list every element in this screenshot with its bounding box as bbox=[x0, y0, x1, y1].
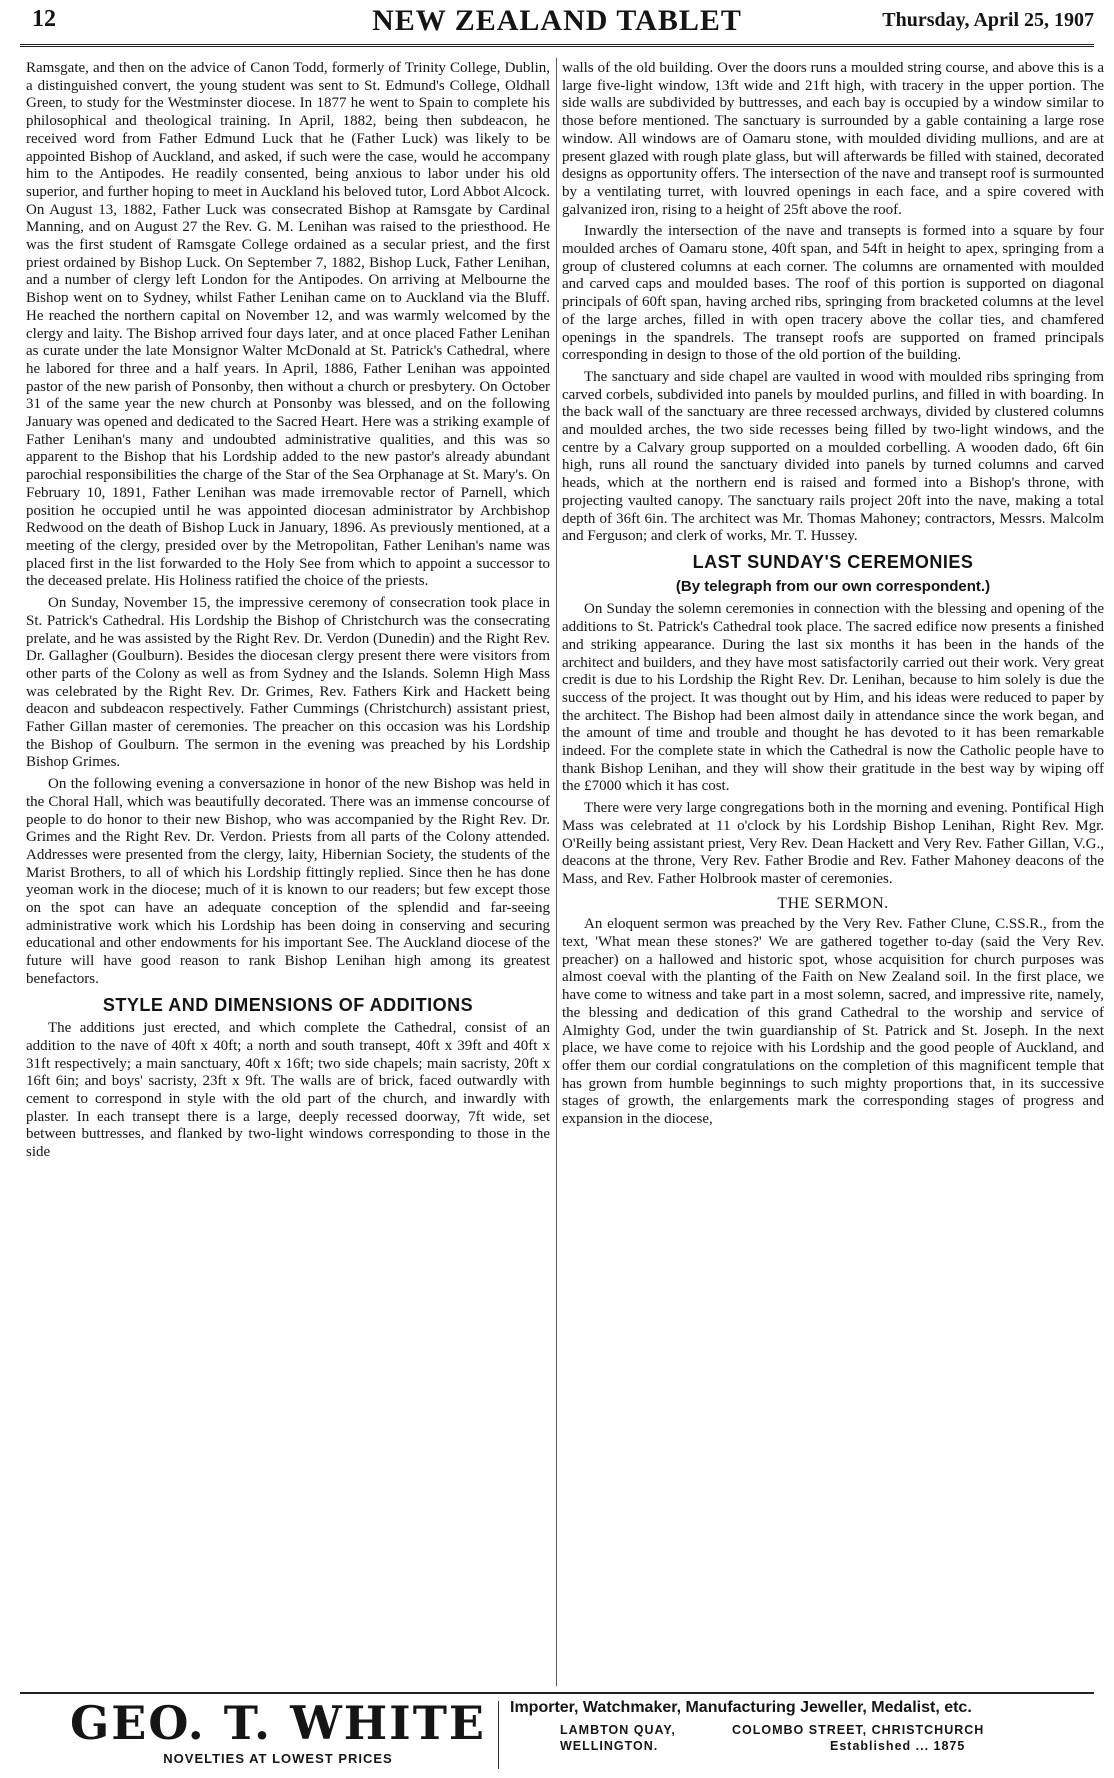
advertiser-tagline: NOVELTIES AT LOWEST PRICES bbox=[163, 1751, 393, 1766]
article-paragraph: There were very large congregations both in the morning and evening. Pontifical High Mass was celebrated at 11 o'clock by his Lordship Bishop Lenihan, Right Rev. Mgr. O'Reilly being assistant priest, Very Rev. Dean Hackett and Very Rev. Father Gillan, V.G., deacons at the throne, Very Rev. Father Brodie and Rev. Father Mahoney deacons of the Mass, and Rev. Father Holbrook master of ceremonies. bbox=[562, 800, 1104, 887]
advertisement bbox=[20, 1697, 1094, 1773]
section-heading-additions: STYLE AND DIMENSIONS OF ADDITIONS bbox=[102, 994, 474, 1015]
address-wellington-city: WELLINGTON. bbox=[560, 1739, 659, 1753]
article-paragraph: The sanctuary and side chapel are vaulted in wood with moulded ribs springing from carved corbels, subdivided into panels by moulded purlins, and filled in with boarding. In the back wall of the sanctuary are three recessed archways, divided by clustered columns and moulded arches, the two side recesses being filled by two-light windows, and the centre by a Calvary group supported on a moulded corbelling. A wooden dado, 6ft 6in high, runs all round the sanctuary divided into panels by turned columns and carved heads, which at the northern end is raised and formed into a Bishop's throne, with projecting vaulted canopy. The sanctuary rails project 20ft into the nave, making a total depth of 36ft 6in. The architect was Mr. Thomas Mahoney; contractors, Messrs. Malcolm and Ferguson; and clerk of works, Mr. T. Hussey. bbox=[562, 368, 1104, 545]
section-heading-sermon: THE SERMON. bbox=[777, 894, 889, 912]
masthead-rule bbox=[20, 44, 1094, 47]
masthead bbox=[10, 4, 1104, 48]
address-christchurch: COLOMBO STREET, CHRISTCHURCH bbox=[732, 1723, 985, 1737]
advertiser-trades: Importer, Watchmaker, Manufacturing Jeweller, Medalist, etc. bbox=[510, 1699, 972, 1716]
article-paragraph: Ramsgate, and then on the advice of Canon Todd, formerly of Trinity College, Dublin, a distinguished convert, the young student was sent to St. Edmund's College, Oldhall Green, to study for the Westminster diocese. In 1877 he went to Spain to complete his philosophical and theological training. In April, 1882, being then subdeacon, he received word from Father Edmund Luck that he (Father Luck) was likely to be appointed Bishop of Auckland, and asked, if such were the case, would he accompany him to the Antipodes. He readily consented, being anxious to labor under his old superior, and further hoping to meet in Auckland his beloved tutor, Lord Abbot Alcock. On August 13, 1882, Father Luck was consecrated Bishop at Ramsgate by Cardinal Manning, and on August 27 the Rev. G. M. Lenihan was raised to the priesthood. He was the first student of Ramsgate College ordained as a secular priest, and the first priest ordained by Bishop Luck. On September 7, 1882, Bishop Luck, Father Lenihan, and a number of clergy left London for the Antipodes. On arriving at Melbourne the Bishop went on to Sydney, whilst Father Lenihan came on to Auckland via the Bluff. He reached the northern capital on November 12, and was warmly welcomed by the clergy and laity. The Bishop arrived four days later, and at once placed Father Lenihan as curate under the late Monsignor Walter McDonald at St. Patrick's Cathedral, where he labored for three and a half years. In April, 1886, Father Lenihan was appointed pastor of the new parish of Ponsonby, then without a church or presbytery. On October 31 of the same year the new church at Ponsonby was blessed, and on the following January was opened and dedicated to the Sacred Heart. Here was a striking example of Father Lenihan's many and undoubted administrative qualities, and this was so apparent to the Bishop that his Lordship added to the new pastor's already abundant parochial responsibilities the charge of the Star of the Sea Orphanage at St. Mary's. On February 10, 1891, Father Lenihan was made irremovable rector of Parnell, which position he occupied until he was appointed diocesan administrator by Archbishop Redwood on the death of Bishop Luck in January, 1896. As previously mentioned, at a meeting of the clergy, presided over by the Metropolitan, Father Lenihan's name was placed first in the list forwarded to the Holy See from which to appoint a successor to the deceased prelate. His Holiness ratified the choice of the priests. bbox=[26, 60, 550, 590]
article-paragraph: On Sunday, November 15, the impressive ceremony of consecration took place in St. Patrick's Cathedral. His Lordship the Bishop of Christchurch was the consecrating prelate, and he was assisted by the Right Rev. Dr. Verdon (Dunedin) and the Right Rev. Dr. Gallagher (Goulburn). Besides the diocesan clergy present there were visitors from other parts of the Colony as well as from Sydney and the Islands. Solemn High Mass was celebrated by the Right Rev. Dr. Grimes, Rev. Fathers Kirk and Hackett being deacon and subdeacon respectively. Father Cummings (Christchurch) assistant priest, Father Gillan master of ceremonies. The preacher on this occasion was his Lordship the Bishop of Goulburn. The sermon in the evening was preached by his Lordship Bishop Grimes. bbox=[26, 595, 550, 771]
section-subheading: (By telegraph from our own correspondent.) bbox=[675, 577, 991, 595]
right-column bbox=[562, 60, 1104, 1682]
address-wellington-street: LAMBTON QUAY, bbox=[560, 1723, 676, 1737]
article-paragraph: On the following evening a conversazione in honor of the new Bishop was held in the Choral Hall, which was beautifully decorated. There was an immense concourse of people to do honor to their new Bishop, who was accompanied by the Right Rev. Dr. Grimes and the Right Rev. Dr. Verdon. Priests from all parts of the Colony attended. Addresses were presented from the clergy, laity, Hibernian Society, the students of the Marist Brothers, to all of which his Lordship fittingly replied. Since then he has done yeoman work in the diocese; much of it is known to our readers; but few except those on the spot can have an adequate conception of the splendid and far-seeing administrative work which his Lordship has been doing in conserving and securing educational and other endowments for his important See. The Auckland diocese of the future will have good reason to rank Bishop Lenihan high among its greatest benefactors. bbox=[26, 776, 550, 987]
article-paragraph: walls of the old building. Over the doors runs a moulded string course, and above this is a large five-light window, 13ft wide and 21ft high, with tracery in the upper portion. The side walls are subdivided by buttresses, and each bay is occupied by a window similar to those before mentioned. The sanctuary is surrounded by a gable containing a large rose window. All windows are of Oamaru stone, with moulded dividing mullions, and are at present glazed with rough plate glass, but will afterwards be filled with stained, decorated designs as opportunity offers. The intersection of the nave and transept roof is surmounted by a ventilating turret, with louvred openings in each face, and a spire covered with galvanized iron, rising to a height of 25ft above the roof. bbox=[562, 60, 1104, 218]
page-number: 12 bbox=[32, 6, 56, 32]
established-year: Established ... 1875 bbox=[830, 1739, 966, 1753]
article-paragraph: On Sunday the solemn ceremonies in connection with the blessing and opening of the additions to St. Patrick's Cathedral took place. The sacred edifice now presents a finished and striking appearance. During the last six months it has been in the hands of the architect and builders, and they have most satisfactorily carried out their work. Very great credit is due to his Lordship the Right Rev. Dr. Lenihan, because to him solely is due the success of the project. It was thought out by Him, and his ideas were reduced to paper by the architect. The Bishop had been almost daily in attendance since the work began, and the amount of time and trouble and thought he has devoted to it has been remarkable indeed. For the complete state in which the Cathedral is now the Catholic people have to thank Bishop Lenihan, and they will show their gratitude in the best way by wiping off the £7000 which it has cost. bbox=[562, 601, 1104, 795]
section-heading-ceremonies: LAST SUNDAY'S CEREMONIES bbox=[692, 551, 974, 572]
advertisement-divider bbox=[498, 1701, 499, 1769]
left-column bbox=[26, 60, 550, 1682]
article-paragraph: An eloquent sermon was preached by the Very Rev. Father Clune, C.SS.R., from the text, 'What mean these stones?' We are gathered together to-day (said the Very Rev. preacher) on a hallowed and historic spot, whose acquisition for church purposes was almost coeval with the planting of the Faith on New Zealand soil. In the first place, we have come to witness and take part in a most solemn, sacred, and impressive rite, namely, the blessing and dedication of this grand Cathedral to the worship and service of Almighty God, under the twin guardianship of St. Patrick and St. Joseph. In the next place, we have come to rejoice with his Lordship and the good people of Auckland, and offer them our cordial congratulations on the completion of this magnificent temple that has grown from humble beginnings to such mighty proportions that, in its successive stages of growth, the enlargements mark the corresponding stages of progress and expansion in the diocese, bbox=[562, 916, 1104, 1128]
column-divider bbox=[556, 58, 557, 1686]
advertiser-name: GEO. T. WHITE bbox=[69, 1696, 486, 1750]
article-paragraph: Inwardly the intersection of the nave and transepts is formed into a square by four moulded arches of Oamaru stone, 40ft span, and 54ft in height to apex, springing from a group of clustered columns at each corner. The columns are ornamented with moulded and carved caps and moulded bases. The roof of this portion is supported on diagonal principals of 60ft span, having arched ribs, springing from bracketed columns at the level of the large arches, filled in with open tracery above the collar ties, and chamfered openings in the spandrels. The transept roofs are supported on framed principals corresponding in design to those of the old portion of the building. bbox=[562, 223, 1104, 364]
footer-rule bbox=[20, 1692, 1094, 1694]
article-paragraph: The additions just erected, and which complete the Cathedral, consist of an addition to the nave of 40ft x 40ft; a north and south transept, 40ft x 39ft and 40ft x 31ft respectively; a main sanctuary, 40ft x 16ft; two side chapels; main sacristy, 20ft x 16ft 6in; and boys' sacristy, 23ft x 9ft. The walls are of brick, faced outwardly with cement to correspond in style with the old part of the church, and inwardly with plaster. In each transept there is a large, deeply recessed doorway, 7ft wide, set between buttresses, and flanked by two-light windows corresponding to those in the side bbox=[26, 1020, 550, 1161]
issue-date: Thursday, April 25, 1907 bbox=[882, 9, 1094, 31]
newspaper-title: NEW ZEALAND TABLET bbox=[372, 4, 742, 37]
